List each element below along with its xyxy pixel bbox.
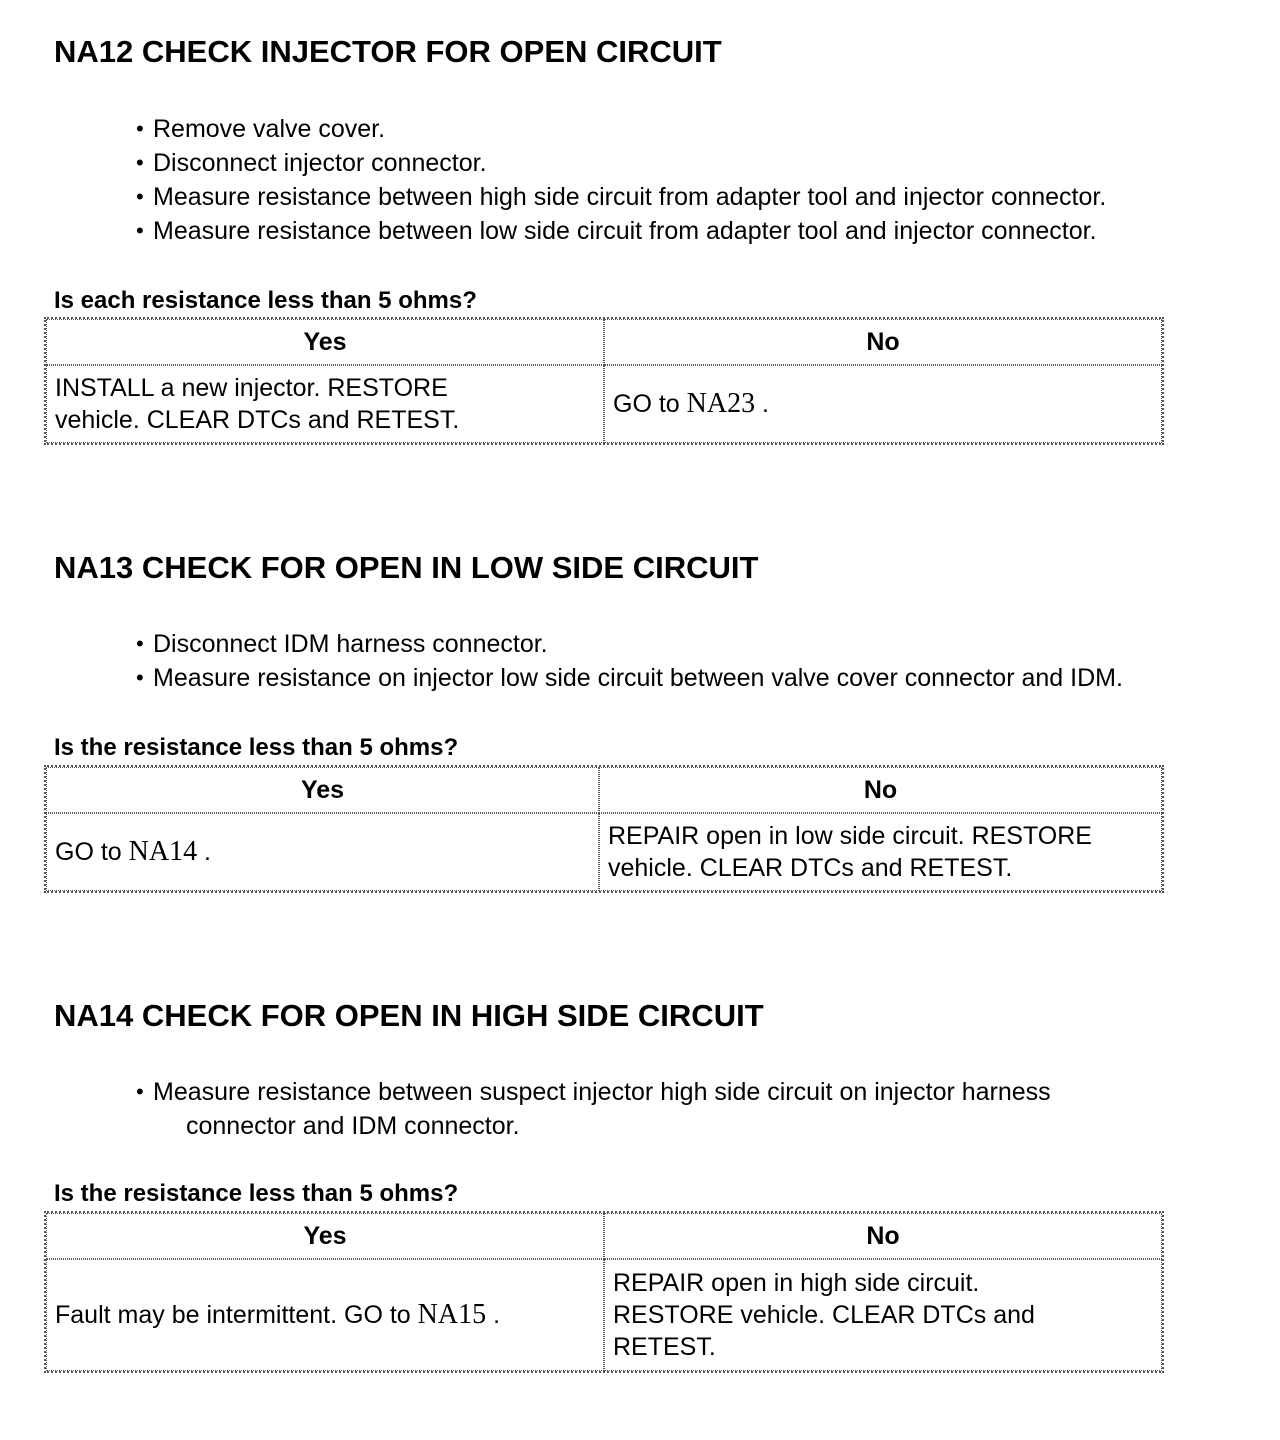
list-item: • Measure resistance on injector low side circuit between valve cover connector and IDM.: [136, 661, 1123, 695]
no-header: No: [599, 767, 1162, 813]
step-title-na14: NA14 CHECK FOR OPEN IN HIGH SIDE CIRCUIT: [54, 998, 764, 1033]
yes-prefix: GO to: [55, 838, 122, 866]
no-text: REPAIR open in high side circuit. RESTORE vehicle. CLEAR DTCs and RETEST.: [613, 1269, 1035, 1361]
yes-header: Yes: [46, 1213, 604, 1259]
yes-suffix: .: [204, 838, 211, 866]
step-title-na13: NA13 CHECK FOR OPEN IN LOW SIDE CIRCUIT: [54, 550, 759, 585]
yes-text: INSTALL a new injector. RESTORE vehicle. CLEAR DTCs and RETEST.: [55, 374, 460, 434]
question-na14: Is the resistance less than 5 ohms?: [54, 1180, 459, 1207]
step-list-na12: [136, 112, 1106, 248]
no-text: REPAIR open in low side circuit. RESTORE vehicle. CLEAR DTCs and RETEST.: [608, 822, 1092, 882]
question-na13: Is the resistance less than 5 ohms?: [54, 734, 459, 761]
list-item: • Remove valve cover.: [136, 112, 1106, 146]
list-item: • Measure resistance between high side circuit from adapter tool and injector connector.: [136, 180, 1106, 214]
answer-table-na12: [44, 317, 1164, 445]
bullet-icon: •: [136, 631, 144, 656]
no-header: No: [604, 1213, 1162, 1259]
no-cell: [604, 365, 1162, 443]
list-item: • Measure resistance between suspect injector high side circuit on injector harness connector and IDM connector.: [136, 1075, 1051, 1143]
answer-table-na13: [44, 765, 1164, 893]
step-title-na12: NA12 CHECK INJECTOR FOR OPEN CIRCUIT: [54, 34, 722, 69]
no-header: No: [604, 319, 1162, 365]
no-cell: [604, 1259, 1162, 1371]
link-na14[interactable]: NA14: [128, 836, 198, 867]
link-na15[interactable]: NA15: [417, 1299, 487, 1330]
link-na23[interactable]: NA23: [686, 388, 756, 419]
bullet-icon: •: [136, 1079, 144, 1104]
list-item: • Measure resistance between low side circuit from adapter tool and injector connector.: [136, 214, 1106, 248]
list-item: • Disconnect injector connector.: [136, 146, 1106, 180]
answer-table-na14: [44, 1211, 1164, 1373]
bullet-icon: •: [136, 218, 144, 243]
yes-header: Yes: [46, 319, 604, 365]
yes-cell: [46, 813, 599, 891]
bullet-icon: •: [136, 116, 144, 141]
bullet-icon: •: [136, 184, 144, 209]
step-list-na13: [136, 627, 1123, 695]
no-suffix: .: [762, 390, 769, 418]
yes-cell: [46, 1259, 604, 1371]
yes-header: Yes: [46, 767, 599, 813]
yes-prefix: Fault may be intermittent. GO to: [55, 1301, 411, 1329]
bullet-icon: •: [136, 665, 144, 690]
bullet-icon: •: [136, 150, 144, 175]
no-prefix: GO to: [613, 390, 680, 418]
no-cell: [599, 813, 1162, 891]
list-item: • Disconnect IDM harness connector.: [136, 627, 1123, 661]
yes-suffix: .: [493, 1301, 501, 1329]
step-list-na14: [136, 1075, 1051, 1143]
yes-cell: [46, 365, 604, 443]
question-na12: Is each resistance less than 5 ohms?: [54, 287, 477, 314]
